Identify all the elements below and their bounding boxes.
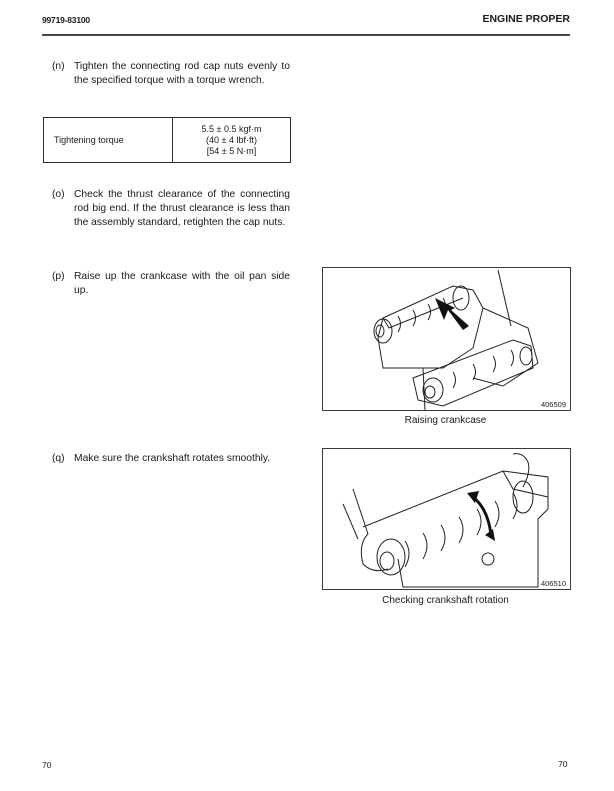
torque-values — [173, 118, 290, 162]
torque-label: Tightening torque — [44, 118, 173, 162]
step-text: Raise up the crankcase with the oil pan side up. — [74, 271, 290, 296]
doc-number: 99719-83100 — [42, 15, 90, 25]
torque-value-lbfft: (40 ± 4 lbf·ft) — [206, 134, 257, 145]
figure-raising-crankcase — [322, 267, 571, 411]
step-label: (p) — [52, 271, 65, 282]
step-text: Tighten the connecting rod cap nuts evenly to the specified torque with a torque wrench. — [74, 61, 290, 86]
step-o — [52, 188, 292, 246]
figure-caption: Checking crankshaft rotation — [382, 595, 509, 606]
torque-value-kgfm: 5.5 ± 0.5 kgf·m — [201, 123, 262, 134]
figure-id: 406509 — [540, 400, 566, 409]
crankcase-raise-illustration-icon — [323, 268, 570, 410]
page-number-left: 70 — [42, 760, 52, 770]
step-label: (o) — [52, 189, 65, 200]
figure-caption: Raising crankcase — [404, 415, 487, 426]
step-label: (q) — [52, 453, 65, 464]
step-n — [52, 60, 292, 104]
page-number-right: 70 — [558, 759, 568, 769]
torque-table — [43, 117, 291, 163]
torque-value-nm: [54 ± 5 N·m] — [206, 145, 257, 156]
step-label: (n) — [52, 61, 65, 72]
section-title: ENGINE PROPER — [482, 13, 570, 25]
step-q — [52, 452, 292, 482]
figure-crankshaft-rotation — [322, 448, 571, 590]
figure-id: 406510 — [540, 579, 566, 588]
step-p — [52, 270, 292, 300]
crankshaft-rotation-illustration-icon — [323, 449, 570, 589]
step-text: Make sure the crankshaft rotates smoothly. — [74, 453, 271, 464]
header-rule — [42, 34, 570, 36]
step-text: Check the thrust clearance of the connecting rod big end. If the thrust clearance is less than the assembly standard, retighten the cap nuts. — [74, 189, 290, 228]
